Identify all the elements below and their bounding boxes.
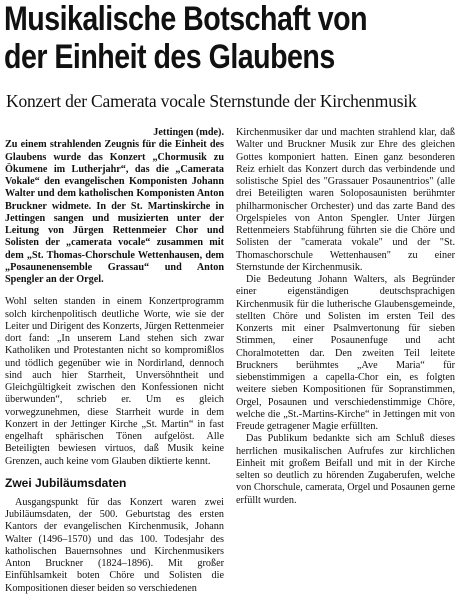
headline-line-1: Musikalische Botschaft von [4,0,368,38]
subheadline: Konzert der Camerata vocale Sternstunde der Kirchenmusik [6,91,417,111]
article-column-left [5,127,224,595]
dateline: Jettingen (mde). [153,127,224,138]
headline [4,0,387,76]
body-paragraph-1: Wohl selten standen in einem Konzertprogramm solch kirchenpolitisch deutliche Worte, wie sie der Leiter und Dirigent des Konzerts, Jürgen Rettenmeier dort fand: „In unserem Land stehen sich zwar Katholiken und Protestanten nicht so kompromißlos und tödlich gegenüber wie in Nordirland, dennoch sind auch hier Starrheit, Unversöhntheit und Gleichgültigkeit zwischen den Konfessionen nicht überwunden“, schrieb er. Um es gleich vorwegzunehmen, diese Starrheit wurde in dem Konzert in der Jettinger Kirche „St. Martin“ in fast engelhaft sphärischen Tönen aufgelöst. Alle Beteiligten bewiesen virtuos, daß Musik keine Grenzen, auch keine vom Glauben diktierte kennt. [5,296,224,467]
headline-line-2: der Einheit des Glaubens [4,38,335,76]
body-paragraph-2: Ausgangspunkt für das Konzert waren zwei Jubiläumsdaten, der 500. Geburtstag des ersten Kantors der evangelischen Kirchenmusik, Johann Walter (1496–1570) und das 100. Todesjahr des katholischen Bauernsohnes und Kirchenmusikers Anton Bruckner (1824–1896). Mit großer Einfühlsamkeit boten Chöre und Solisten die Kompositionen dieser beiden so verschiedenen [5,496,224,594]
body-paragraph-2-continued: Kirchenmusiker dar und machten strahlend klar, daß Walter und Bruckner Musik zur Ehre des gleichen Gottes komponiert hatten. Einen ganz besonderen Reiz erhielt das Konzert durch das verbindende und solistische Spiel des "Grassauer Posaunentrios" (alle drei Beteiligten waren Soloposaunisten berühmter philharmonischer Orchester) und das zarte Band des Orgelspieles von Anton Spengler. Unter Jürgen Rettenmeiers Stabführung führten sie die Chöre und Solisten der "camerata vokale" und der "St. Thomaschorschule Wettenhausen" zu einer Sternstunde der Kirchenmusik. [236,127,455,273]
paragraph-gap [5,286,224,296]
article-column-right [236,127,455,507]
body-paragraph-3: Die Bedeutung Johann Walters, als Begründer einer eigenständigen deutschsprachigen Kirchenmusik für die lutherische Glaubensgemeinde, stellten Chöre und Solisten im ersten Teil des Konzerts mit einer Psalmvertonung für sieben Stimmen, einer Posaunenfuge und acht Choralmotetten dar. Den zweiten Teil leitete Bruckners berühmtes „Ave Maria“ für siebenstimmigen a capella-Chor ein, es folgten weitere sieben Kompositionen für Sopranstimmen, Orgel, Posaunen und verschiedenstimmige Chöre, welche die „St.-Martins-Kirche“ in Jettingen mit von Freude getragener Magie erfüllten. [236,274,455,432]
section-title: Zwei Jubiläumsdaten [5,475,127,490]
lead-paragraph [5,127,224,286]
lead-text: Zu einem strahlenden Zeugnis für die Einheit des Glaubens wurde das Konzert „Chormusik zu Ökumene im Lutherjahr“, das die „Camerata Vokale“ den evangelischen Komponisten Johann Walter und dem katholischen Komponisten Anton Bruckner widmete. In der St. Martinskirche in Jettingen sangen und musizierten unter der Leitung von Jürgen Rettenmeier Chor und Solisten der „camerata vocale“ zusammen mit dem „St. Thomas-Chorschule Wettenhausen, dem „Posaunenensemble Grassau“ und Anton Spengler an der Orgel. [5,139,224,285]
body-paragraph-4: Das Publikum bedankte sich am Schluß dieses herrlichen musikalischen Aufrufes zur kirchlichen Einheit mit großem Beifall und mit in der Kirche selten so deutlich zu hörenden Zugaberufen, welche von Chorschule, camerata, Orgel und Posaunen gerne erfüllt wurden. [236,433,455,506]
